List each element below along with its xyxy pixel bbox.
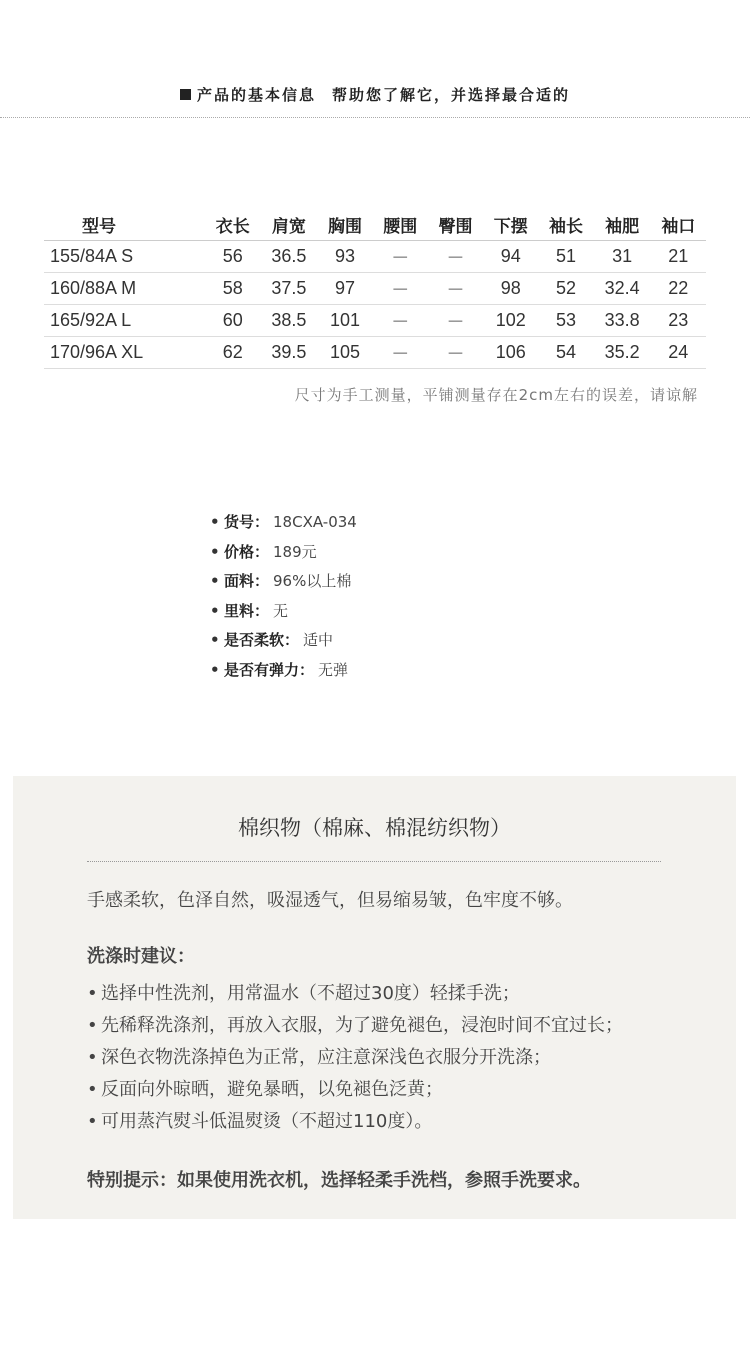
- info-value: 18CXA-034: [273, 513, 357, 531]
- table-cell: 52: [538, 273, 593, 305]
- list-item: [87, 1108, 623, 1140]
- list-item: [87, 980, 623, 1012]
- table-cell: 106: [483, 337, 538, 369]
- table-cell: －: [373, 241, 428, 273]
- table-cell: 56: [205, 241, 260, 273]
- info-value: 189元: [273, 542, 317, 561]
- list-item: [210, 599, 357, 629]
- table-cell: 33.8: [594, 305, 651, 337]
- list-item: [87, 1044, 623, 1076]
- wash-tip: 先稀释洗涤剂，再放入衣服，为了避免褪色，浸泡时间不宜过长；: [101, 1015, 623, 1036]
- list-item: [210, 510, 357, 540]
- bullet-icon: •: [210, 601, 220, 620]
- list-item: [87, 1076, 623, 1108]
- column-header: 臀围: [428, 208, 483, 241]
- table-cell: 37.5: [260, 273, 317, 305]
- info-key: 价格：: [224, 542, 270, 561]
- table-cell: －: [428, 241, 483, 273]
- list-item: [210, 540, 357, 570]
- product-info-list: [210, 510, 357, 687]
- info-value: 96%以上棉: [273, 572, 352, 590]
- bullet-icon: •: [87, 1015, 98, 1036]
- table-cell: 160/88A M: [44, 273, 205, 305]
- table-cell: 98: [483, 273, 538, 305]
- bullet-icon: •: [210, 572, 220, 590]
- table-cell: －: [428, 305, 483, 337]
- table-cell: 53: [538, 305, 593, 337]
- bullet-icon: •: [210, 542, 220, 561]
- table-cell: 39.5: [260, 337, 317, 369]
- column-header: 袖肥: [594, 208, 651, 241]
- table-cell: 24: [651, 337, 706, 369]
- table-cell: 93: [317, 241, 372, 273]
- table-cell: 38.5: [260, 305, 317, 337]
- header-subtitle: 帮助您了解它，并选择最合适的: [332, 86, 571, 104]
- list-item: [210, 628, 357, 658]
- bullet-icon: •: [210, 631, 220, 649]
- table-cell: －: [428, 273, 483, 305]
- care-description: 手感柔软，色泽自然，吸湿透气，但易缩易皱，色牢度不够。: [87, 890, 573, 911]
- table-row: [44, 337, 706, 369]
- table-row: [44, 273, 706, 305]
- column-header: 腰围: [373, 208, 428, 241]
- wash-tips-list: [87, 980, 623, 1140]
- column-header: 袖长: [538, 208, 593, 241]
- square-bullet-icon: [180, 89, 191, 100]
- info-key: 是否柔软：: [224, 631, 300, 649]
- bullet-icon: •: [87, 1111, 98, 1132]
- care-panel: [13, 776, 736, 1219]
- column-header: 下摆: [483, 208, 538, 241]
- table-cell: 105: [317, 337, 372, 369]
- info-key: 是否有弹力：: [224, 660, 315, 679]
- table-cell: 97: [317, 273, 372, 305]
- care-title: 棉织物（棉麻、棉混纺织物）: [238, 816, 511, 840]
- info-key: 面料：: [224, 572, 270, 590]
- list-item: [210, 658, 357, 688]
- table-cell: 21: [651, 241, 706, 273]
- info-value: 无: [273, 601, 289, 620]
- table-cell: 36.5: [260, 241, 317, 273]
- bullet-icon: •: [210, 513, 220, 531]
- table-header-row: [44, 208, 706, 241]
- measurement-note: 尺寸为手工测量，平铺测量存在2cm左右的误差，请谅解: [294, 386, 698, 404]
- bullet-icon: •: [87, 1079, 98, 1100]
- bullet-icon: •: [87, 1047, 98, 1068]
- table-cell: －: [373, 273, 428, 305]
- list-item: [210, 569, 357, 599]
- table-cell: 23: [651, 305, 706, 337]
- wash-tip: 深色衣物洗涤掉色为正常，应注意深浅色衣服分开洗涤；: [101, 1047, 551, 1068]
- wash-tip: 反面向外晾晒，避免暴晒，以免褪色泛黄；: [101, 1079, 443, 1100]
- special-tip: 特别提示：如果使用洗衣机，选择轻柔手洗档，参照手洗要求。: [87, 1170, 591, 1191]
- table-cell: 60: [205, 305, 260, 337]
- wash-tip: 可用蒸汽熨斗低温熨烫（不超过110度）。: [101, 1111, 433, 1132]
- list-item: [87, 1012, 623, 1044]
- info-key: 货号：: [224, 513, 270, 531]
- table-row: [44, 305, 706, 337]
- column-header: 型号: [44, 208, 205, 241]
- table-cell: 31: [594, 241, 651, 273]
- divider: [0, 117, 750, 118]
- size-table: [44, 208, 706, 369]
- table-cell: 101: [317, 305, 372, 337]
- bullet-icon: •: [210, 660, 220, 679]
- table-cell: 22: [651, 273, 706, 305]
- info-value: 适中: [303, 631, 334, 649]
- info-value: 无弹: [318, 660, 349, 679]
- table-cell: 35.2: [594, 337, 651, 369]
- table-cell: 170/96A XL: [44, 337, 205, 369]
- table-cell: －: [373, 305, 428, 337]
- table-cell: 165/92A L: [44, 305, 205, 337]
- table-cell: 94: [483, 241, 538, 273]
- wash-heading: 洗涤时建议：: [87, 946, 195, 967]
- info-key: 里料：: [224, 601, 270, 620]
- table-cell: 58: [205, 273, 260, 305]
- table-cell: 54: [538, 337, 593, 369]
- divider: [87, 861, 661, 862]
- table-cell: 51: [538, 241, 593, 273]
- table-cell: 62: [205, 337, 260, 369]
- table-cell: 32.4: [594, 273, 651, 305]
- section-header: [0, 84, 750, 105]
- table-cell: －: [428, 337, 483, 369]
- header-title: 产品的基本信息: [196, 86, 316, 104]
- table-row: [44, 241, 706, 273]
- column-header: 衣长: [205, 208, 260, 241]
- column-header: 胸围: [317, 208, 372, 241]
- wash-tip: 选择中性洗剂，用常温水（不超过30度）轻揉手洗；: [101, 983, 520, 1004]
- table-cell: 102: [483, 305, 538, 337]
- column-header: 袖口: [651, 208, 706, 241]
- table-cell: 155/84A S: [44, 241, 205, 273]
- table-cell: －: [373, 337, 428, 369]
- column-header: 肩宽: [260, 208, 317, 241]
- bullet-icon: •: [87, 983, 98, 1004]
